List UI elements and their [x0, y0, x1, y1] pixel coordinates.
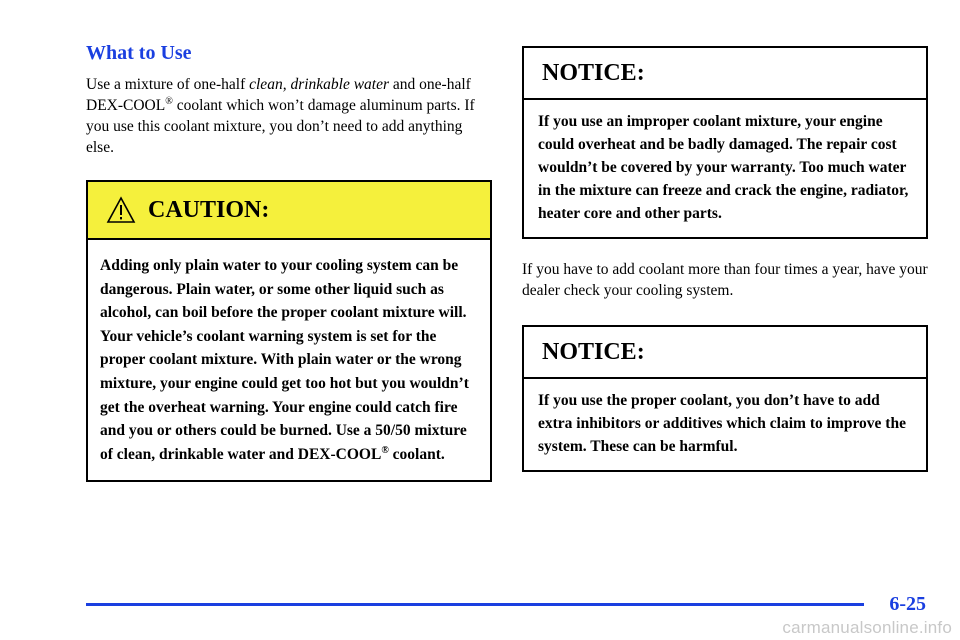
notice-box-1: [522, 46, 928, 239]
intro-italic: clean, drinkable water: [249, 76, 390, 93]
notice-title-1: NOTICE:: [542, 59, 645, 86]
notice-title-2: NOTICE:: [542, 338, 645, 365]
footer-rule: [86, 603, 864, 606]
warning-triangle-icon: [106, 196, 136, 224]
coolant-frequency-paragraph: If you have to add coolant more than four times a year, have your dealer check your cooling system.: [522, 261, 928, 299]
page-number: 6-25: [889, 593, 926, 615]
notice-body-2: If you use the proper coolant, you don’t have to add extra inhibitors or additives which claim to improve the system. These can be harmful.: [538, 392, 906, 455]
registered-mark: ®: [165, 96, 173, 107]
notice-box-2: [522, 325, 928, 472]
watermark: carmanualsonline.info: [782, 618, 952, 637]
caution-registered-mark: ®: [381, 444, 389, 456]
section-heading: What to Use: [86, 42, 192, 64]
intro-text-3: coolant which won’t damage aluminum parts. If you use this coolant mixture, you don’t need to add anything else.: [86, 97, 475, 156]
notice-body-1: If you use an improper coolant mixture, your engine could overheat and be badly damaged. The repair cost wouldn’t be covered by your warranty. Too much water in the mixture can freeze and crack the engine, radiator, heater core and other parts.: [538, 113, 909, 222]
caution-body: [88, 240, 490, 480]
left-column: [86, 40, 492, 482]
caution-box: [86, 180, 492, 482]
caution-title: CAUTION:: [148, 196, 270, 223]
right-column: [522, 46, 928, 472]
intro-text-1: Use a mixture of one-half: [86, 76, 250, 93]
caution-text-end: coolant.: [388, 445, 445, 463]
notice-header-1: [524, 48, 926, 100]
intro-paragraph: [86, 74, 492, 158]
caution-header: [88, 182, 490, 240]
intro-text-2: and one-half DEX-COOL: [86, 76, 471, 114]
caution-text: Adding only plain water to your cooling system can be dangerous. Plain water, or some other liquid such as alcohol, can boil before the proper coolant mixture will. Your vehicle’s coolant warning system is set for the proper coolant mixture. With plain water or the wrong mixture, your engine could get too hot but you wouldn’t get the overheat warning. Your engine could catch fire and you or others could be burned. Use a 50/50 mixture of clean, drinkable water and DEX-COOL: [100, 257, 469, 463]
notice-header-2: [524, 327, 926, 379]
